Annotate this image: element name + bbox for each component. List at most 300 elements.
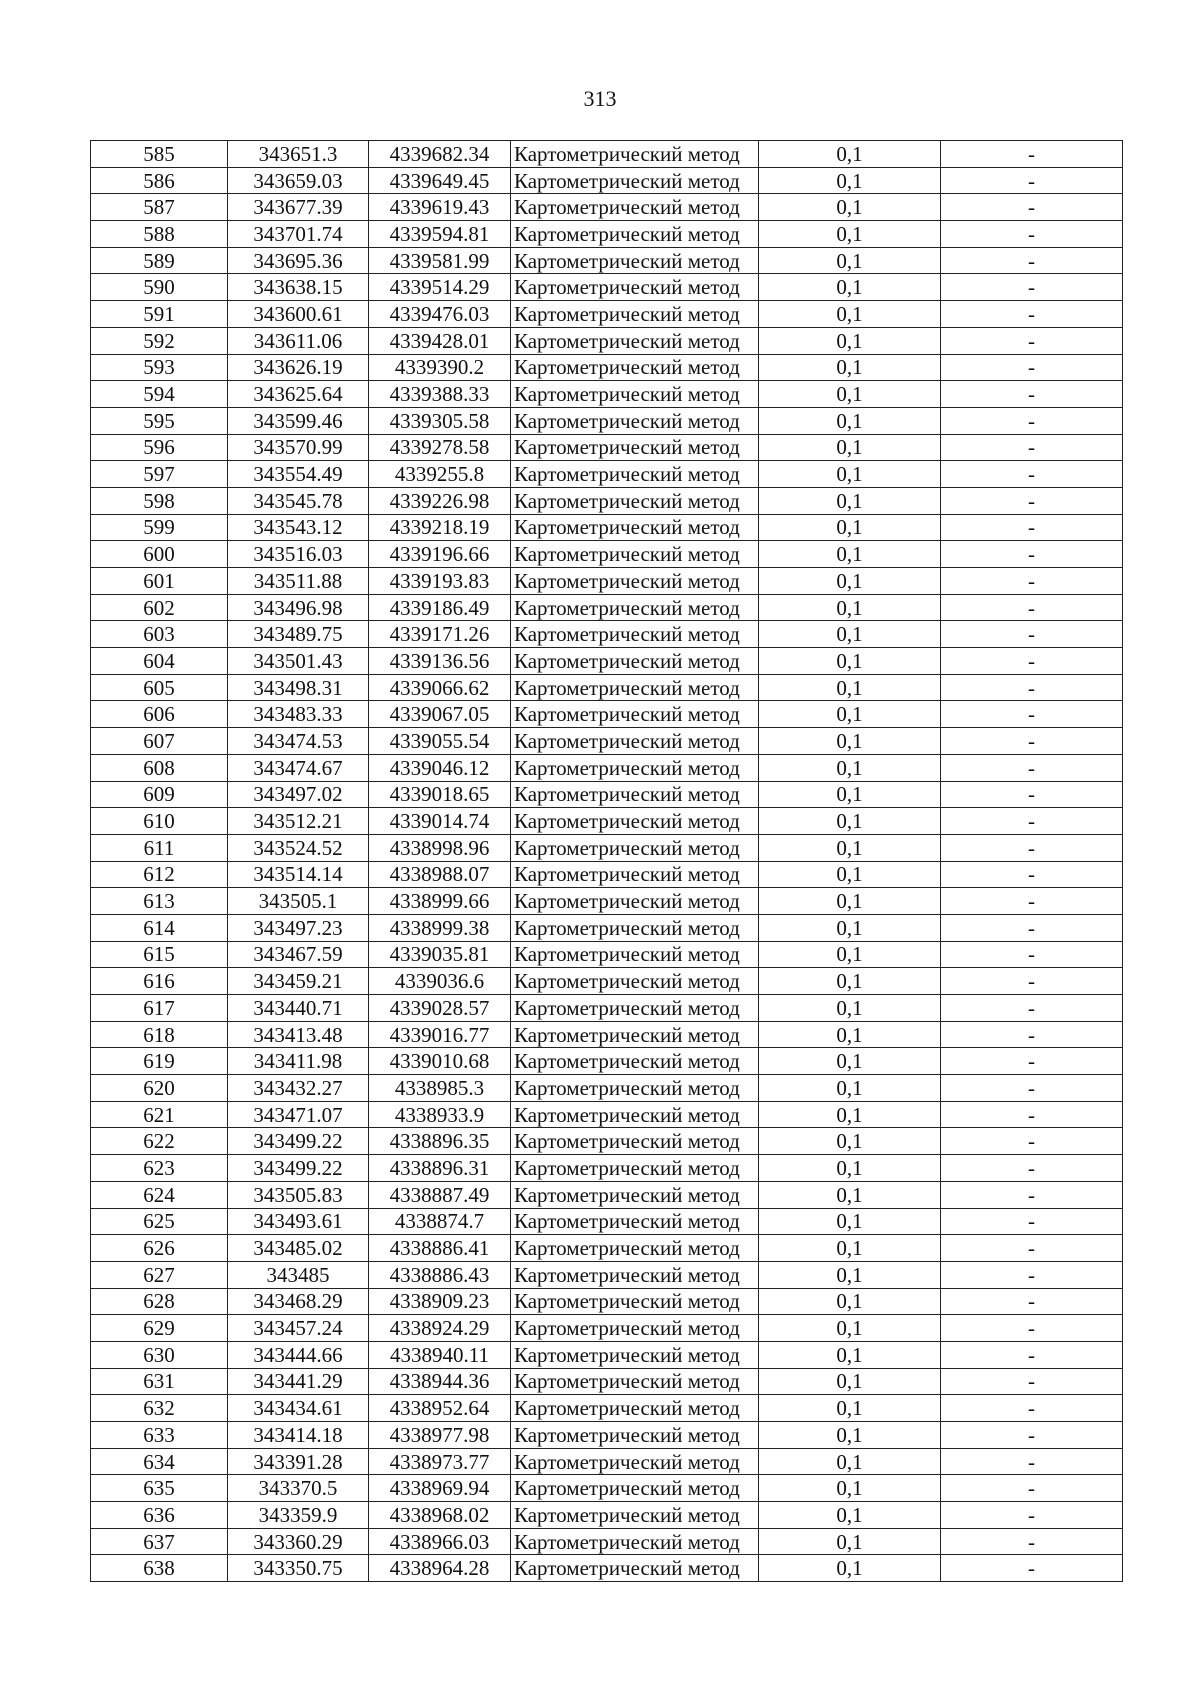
method-cell: Картометрический метод: [511, 1341, 759, 1368]
note-cell: -: [941, 247, 1123, 274]
note-cell: -: [941, 327, 1123, 354]
note-cell: -: [941, 781, 1123, 808]
accuracy-cell: 0,1: [759, 834, 941, 861]
y-coordinate-cell: 4339067.05: [369, 701, 511, 728]
y-coordinate-cell: 4339514.29: [369, 274, 511, 301]
method-cell: Картометрический метод: [511, 1368, 759, 1395]
point-number-cell: 589: [91, 247, 228, 274]
method-cell: Картометрический метод: [511, 1235, 759, 1262]
method-cell: Картометрический метод: [511, 1101, 759, 1128]
x-coordinate-cell: 343414.18: [228, 1422, 369, 1449]
table-row: [91, 968, 1123, 995]
y-coordinate-cell: 4338999.38: [369, 914, 511, 941]
point-number-cell: 593: [91, 354, 228, 381]
table-row: [91, 1315, 1123, 1342]
x-coordinate-cell: 343498.31: [228, 674, 369, 701]
accuracy-cell: 0,1: [759, 221, 941, 248]
point-number-cell: 634: [91, 1448, 228, 1475]
point-number-cell: 602: [91, 594, 228, 621]
y-coordinate-cell: 4339136.56: [369, 648, 511, 675]
method-cell: Картометрический метод: [511, 1261, 759, 1288]
accuracy-cell: 0,1: [759, 621, 941, 648]
accuracy-cell: 0,1: [759, 247, 941, 274]
table-row: [91, 1368, 1123, 1395]
accuracy-cell: 0,1: [759, 487, 941, 514]
accuracy-cell: 0,1: [759, 968, 941, 995]
note-cell: -: [941, 141, 1123, 168]
point-number-cell: 625: [91, 1208, 228, 1235]
accuracy-cell: 0,1: [759, 434, 941, 461]
point-number-cell: 635: [91, 1475, 228, 1502]
note-cell: -: [941, 701, 1123, 728]
accuracy-cell: 0,1: [759, 274, 941, 301]
point-number-cell: 616: [91, 968, 228, 995]
accuracy-cell: 0,1: [759, 674, 941, 701]
accuracy-cell: 0,1: [759, 1528, 941, 1555]
x-coordinate-cell: 343505.83: [228, 1181, 369, 1208]
note-cell: -: [941, 808, 1123, 835]
accuracy-cell: 0,1: [759, 1101, 941, 1128]
table-row: [91, 781, 1123, 808]
table-row: [91, 514, 1123, 541]
method-cell: Картометрический метод: [511, 1075, 759, 1102]
y-coordinate-cell: 4339186.49: [369, 594, 511, 621]
note-cell: -: [941, 968, 1123, 995]
method-cell: Картометрический метод: [511, 434, 759, 461]
note-cell: -: [941, 487, 1123, 514]
method-cell: Картометрический метод: [511, 594, 759, 621]
x-coordinate-cell: 343350.75: [228, 1555, 369, 1582]
accuracy-cell: 0,1: [759, 1288, 941, 1315]
point-number-cell: 629: [91, 1315, 228, 1342]
point-number-cell: 622: [91, 1128, 228, 1155]
accuracy-cell: 0,1: [759, 941, 941, 968]
note-cell: -: [941, 1208, 1123, 1235]
method-cell: Картометрический метод: [511, 1555, 759, 1582]
table-row: [91, 1235, 1123, 1262]
accuracy-cell: 0,1: [759, 1341, 941, 1368]
table-row: [91, 1048, 1123, 1075]
note-cell: -: [941, 381, 1123, 408]
x-coordinate-cell: 343474.53: [228, 728, 369, 755]
x-coordinate-cell: 343497.02: [228, 781, 369, 808]
table-row: [91, 247, 1123, 274]
y-coordinate-cell: 4339226.98: [369, 487, 511, 514]
accuracy-cell: 0,1: [759, 1502, 941, 1529]
note-cell: -: [941, 914, 1123, 941]
point-number-cell: 618: [91, 1021, 228, 1048]
point-number-cell: 592: [91, 327, 228, 354]
note-cell: -: [941, 167, 1123, 194]
y-coordinate-cell: 4338964.28: [369, 1555, 511, 1582]
note-cell: -: [941, 888, 1123, 915]
x-coordinate-cell: 343413.48: [228, 1021, 369, 1048]
point-number-cell: 585: [91, 141, 228, 168]
method-cell: Картометрический метод: [511, 1528, 759, 1555]
note-cell: -: [941, 861, 1123, 888]
point-number-cell: 606: [91, 701, 228, 728]
method-cell: Картометрический метод: [511, 541, 759, 568]
table-row: [91, 354, 1123, 381]
note-cell: -: [941, 301, 1123, 328]
x-coordinate-cell: 343659.03: [228, 167, 369, 194]
coordinates-table: [90, 140, 1123, 1582]
note-cell: -: [941, 514, 1123, 541]
point-number-cell: 624: [91, 1181, 228, 1208]
table-row: [91, 1128, 1123, 1155]
method-cell: Картометрический метод: [511, 1395, 759, 1422]
accuracy-cell: 0,1: [759, 781, 941, 808]
table-row: [91, 407, 1123, 434]
y-coordinate-cell: 4338886.41: [369, 1235, 511, 1262]
point-number-cell: 595: [91, 407, 228, 434]
point-number-cell: 607: [91, 728, 228, 755]
table-row: [91, 1155, 1123, 1182]
y-coordinate-cell: 4339046.12: [369, 754, 511, 781]
method-cell: Картометрический метод: [511, 221, 759, 248]
note-cell: -: [941, 941, 1123, 968]
y-coordinate-cell: 4338924.29: [369, 1315, 511, 1342]
x-coordinate-cell: 343493.61: [228, 1208, 369, 1235]
accuracy-cell: 0,1: [759, 648, 941, 675]
table-row: [91, 1101, 1123, 1128]
table-row: [91, 568, 1123, 595]
note-cell: -: [941, 995, 1123, 1022]
point-number-cell: 586: [91, 167, 228, 194]
point-number-cell: 605: [91, 674, 228, 701]
note-cell: -: [941, 1341, 1123, 1368]
y-coordinate-cell: 4338988.07: [369, 861, 511, 888]
x-coordinate-cell: 343611.06: [228, 327, 369, 354]
table-row: [91, 461, 1123, 488]
y-coordinate-cell: 4339196.66: [369, 541, 511, 568]
table-row: [91, 541, 1123, 568]
x-coordinate-cell: 343483.33: [228, 701, 369, 728]
accuracy-cell: 0,1: [759, 1422, 941, 1449]
y-coordinate-cell: 4339619.43: [369, 194, 511, 221]
x-coordinate-cell: 343411.98: [228, 1048, 369, 1075]
method-cell: Картометрический метод: [511, 1475, 759, 1502]
method-cell: Картометрический метод: [511, 1048, 759, 1075]
method-cell: Картометрический метод: [511, 194, 759, 221]
accuracy-cell: 0,1: [759, 808, 941, 835]
accuracy-cell: 0,1: [759, 1075, 941, 1102]
accuracy-cell: 0,1: [759, 1261, 941, 1288]
page-number: 313: [583, 86, 617, 111]
method-cell: Картометрический метод: [511, 461, 759, 488]
method-cell: Картометрический метод: [511, 301, 759, 328]
x-coordinate-cell: 343516.03: [228, 541, 369, 568]
y-coordinate-cell: 4338969.94: [369, 1475, 511, 1502]
y-coordinate-cell: 4339594.81: [369, 221, 511, 248]
point-number-cell: 623: [91, 1155, 228, 1182]
note-cell: -: [941, 1395, 1123, 1422]
y-coordinate-cell: 4338968.02: [369, 1502, 511, 1529]
x-coordinate-cell: 343543.12: [228, 514, 369, 541]
table-row: [91, 995, 1123, 1022]
point-number-cell: 620: [91, 1075, 228, 1102]
x-coordinate-cell: 343474.67: [228, 754, 369, 781]
method-cell: Картометрический метод: [511, 141, 759, 168]
accuracy-cell: 0,1: [759, 914, 941, 941]
y-coordinate-cell: 4339016.77: [369, 1021, 511, 1048]
point-number-cell: 604: [91, 648, 228, 675]
x-coordinate-cell: 343701.74: [228, 221, 369, 248]
table-row: [91, 327, 1123, 354]
x-coordinate-cell: 343651.3: [228, 141, 369, 168]
accuracy-cell: 0,1: [759, 167, 941, 194]
method-cell: Картометрический метод: [511, 888, 759, 915]
note-cell: -: [941, 1048, 1123, 1075]
table-row: [91, 1395, 1123, 1422]
table-row: [91, 754, 1123, 781]
x-coordinate-cell: 343501.43: [228, 648, 369, 675]
point-number-cell: 599: [91, 514, 228, 541]
accuracy-cell: 0,1: [759, 1448, 941, 1475]
x-coordinate-cell: 343370.5: [228, 1475, 369, 1502]
y-coordinate-cell: 4339035.81: [369, 941, 511, 968]
note-cell: -: [941, 621, 1123, 648]
accuracy-cell: 0,1: [759, 1395, 941, 1422]
accuracy-cell: 0,1: [759, 1368, 941, 1395]
method-cell: Картометрический метод: [511, 381, 759, 408]
method-cell: Картометрический метод: [511, 914, 759, 941]
method-cell: Картометрический метод: [511, 487, 759, 514]
table-row: [91, 1288, 1123, 1315]
x-coordinate-cell: 343600.61: [228, 301, 369, 328]
x-coordinate-cell: 343505.1: [228, 888, 369, 915]
method-cell: Картометрический метод: [511, 1021, 759, 1048]
note-cell: -: [941, 194, 1123, 221]
accuracy-cell: 0,1: [759, 407, 941, 434]
method-cell: Картометрический метод: [511, 781, 759, 808]
x-coordinate-cell: 343511.88: [228, 568, 369, 595]
note-cell: -: [941, 1021, 1123, 1048]
point-number-cell: 621: [91, 1101, 228, 1128]
note-cell: -: [941, 1075, 1123, 1102]
x-coordinate-cell: 343638.15: [228, 274, 369, 301]
table-row: [91, 1555, 1123, 1582]
y-coordinate-cell: 4339476.03: [369, 301, 511, 328]
table-row: [91, 167, 1123, 194]
table-row: [91, 834, 1123, 861]
table-row: [91, 888, 1123, 915]
accuracy-cell: 0,1: [759, 1181, 941, 1208]
method-cell: Картометрический метод: [511, 968, 759, 995]
y-coordinate-cell: 4338998.96: [369, 834, 511, 861]
y-coordinate-cell: 4338874.7: [369, 1208, 511, 1235]
method-cell: Картометрический метод: [511, 1448, 759, 1475]
x-coordinate-cell: 343677.39: [228, 194, 369, 221]
y-coordinate-cell: 4338999.66: [369, 888, 511, 915]
note-cell: -: [941, 434, 1123, 461]
note-cell: -: [941, 274, 1123, 301]
method-cell: Картометрический метод: [511, 861, 759, 888]
point-number-cell: 626: [91, 1235, 228, 1262]
note-cell: -: [941, 754, 1123, 781]
table-row: [91, 1502, 1123, 1529]
method-cell: Картометрический метод: [511, 808, 759, 835]
table-row: [91, 1261, 1123, 1288]
point-number-cell: 588: [91, 221, 228, 248]
x-coordinate-cell: 343440.71: [228, 995, 369, 1022]
note-cell: -: [941, 221, 1123, 248]
accuracy-cell: 0,1: [759, 141, 941, 168]
note-cell: -: [941, 1155, 1123, 1182]
method-cell: Картометрический метод: [511, 514, 759, 541]
table-row: [91, 1181, 1123, 1208]
point-number-cell: 598: [91, 487, 228, 514]
accuracy-cell: 0,1: [759, 1235, 941, 1262]
y-coordinate-cell: 4339028.57: [369, 995, 511, 1022]
method-cell: Картометрический метод: [511, 1502, 759, 1529]
x-coordinate-cell: 343499.22: [228, 1128, 369, 1155]
method-cell: Картометрический метод: [511, 834, 759, 861]
x-coordinate-cell: 343599.46: [228, 407, 369, 434]
y-coordinate-cell: 4338985.3: [369, 1075, 511, 1102]
point-number-cell: 637: [91, 1528, 228, 1555]
method-cell: Картометрический метод: [511, 701, 759, 728]
x-coordinate-cell: 343359.9: [228, 1502, 369, 1529]
note-cell: -: [941, 1502, 1123, 1529]
note-cell: -: [941, 1422, 1123, 1449]
method-cell: Картометрический метод: [511, 754, 759, 781]
table-row: [91, 861, 1123, 888]
y-coordinate-cell: 4339218.19: [369, 514, 511, 541]
accuracy-cell: 0,1: [759, 861, 941, 888]
point-number-cell: 615: [91, 941, 228, 968]
x-coordinate-cell: 343489.75: [228, 621, 369, 648]
point-number-cell: 630: [91, 1341, 228, 1368]
x-coordinate-cell: 343485: [228, 1261, 369, 1288]
point-number-cell: 619: [91, 1048, 228, 1075]
point-number-cell: 613: [91, 888, 228, 915]
accuracy-cell: 0,1: [759, 1021, 941, 1048]
y-coordinate-cell: 4338896.31: [369, 1155, 511, 1182]
y-coordinate-cell: 4339010.68: [369, 1048, 511, 1075]
accuracy-cell: 0,1: [759, 594, 941, 621]
point-number-cell: 591: [91, 301, 228, 328]
point-number-cell: 590: [91, 274, 228, 301]
method-cell: Картометрический метод: [511, 728, 759, 755]
y-coordinate-cell: 4339682.34: [369, 141, 511, 168]
note-cell: -: [941, 594, 1123, 621]
y-coordinate-cell: 4338909.23: [369, 1288, 511, 1315]
note-cell: -: [941, 1555, 1123, 1582]
table-row: [91, 808, 1123, 835]
x-coordinate-cell: 343625.64: [228, 381, 369, 408]
accuracy-cell: 0,1: [759, 995, 941, 1022]
method-cell: Картометрический метод: [511, 648, 759, 675]
y-coordinate-cell: 4339255.8: [369, 461, 511, 488]
accuracy-cell: 0,1: [759, 541, 941, 568]
y-coordinate-cell: 4339581.99: [369, 247, 511, 274]
table-row: [91, 434, 1123, 461]
point-number-cell: 627: [91, 1261, 228, 1288]
note-cell: -: [941, 728, 1123, 755]
note-cell: -: [941, 1181, 1123, 1208]
accuracy-cell: 0,1: [759, 1475, 941, 1502]
y-coordinate-cell: 4339305.58: [369, 407, 511, 434]
accuracy-cell: 0,1: [759, 461, 941, 488]
point-number-cell: 587: [91, 194, 228, 221]
point-number-cell: 608: [91, 754, 228, 781]
table-row: [91, 274, 1123, 301]
table-row: [91, 1341, 1123, 1368]
note-cell: -: [941, 834, 1123, 861]
point-number-cell: 600: [91, 541, 228, 568]
x-coordinate-cell: 343570.99: [228, 434, 369, 461]
x-coordinate-cell: 343496.98: [228, 594, 369, 621]
method-cell: Картометрический метод: [511, 1155, 759, 1182]
x-coordinate-cell: 343457.24: [228, 1315, 369, 1342]
method-cell: Картометрический метод: [511, 327, 759, 354]
note-cell: -: [941, 648, 1123, 675]
accuracy-cell: 0,1: [759, 754, 941, 781]
point-number-cell: 603: [91, 621, 228, 648]
table-row: [91, 487, 1123, 514]
accuracy-cell: 0,1: [759, 701, 941, 728]
method-cell: Картометрический метод: [511, 354, 759, 381]
table-row: [91, 1021, 1123, 1048]
method-cell: Картометрический метод: [511, 1288, 759, 1315]
table-row: [91, 301, 1123, 328]
x-coordinate-cell: 343497.23: [228, 914, 369, 941]
x-coordinate-cell: 343360.29: [228, 1528, 369, 1555]
table-row: [91, 701, 1123, 728]
accuracy-cell: 0,1: [759, 1555, 941, 1582]
y-coordinate-cell: 4338966.03: [369, 1528, 511, 1555]
point-number-cell: 596: [91, 434, 228, 461]
note-cell: -: [941, 1475, 1123, 1502]
note-cell: -: [941, 1288, 1123, 1315]
accuracy-cell: 0,1: [759, 568, 941, 595]
y-coordinate-cell: 4338977.98: [369, 1422, 511, 1449]
note-cell: -: [941, 1528, 1123, 1555]
table-row: [91, 914, 1123, 941]
table-row: [91, 141, 1123, 168]
table-row: [91, 941, 1123, 968]
note-cell: -: [941, 541, 1123, 568]
point-number-cell: 601: [91, 568, 228, 595]
coordinates-table-body: [91, 141, 1123, 1582]
x-coordinate-cell: 343524.52: [228, 834, 369, 861]
note-cell: -: [941, 674, 1123, 701]
point-number-cell: 638: [91, 1555, 228, 1582]
point-number-cell: 633: [91, 1422, 228, 1449]
note-cell: -: [941, 1128, 1123, 1155]
table-row: [91, 221, 1123, 248]
y-coordinate-cell: 4339171.26: [369, 621, 511, 648]
y-coordinate-cell: 4338973.77: [369, 1448, 511, 1475]
point-number-cell: 636: [91, 1502, 228, 1529]
table-row: [91, 1422, 1123, 1449]
y-coordinate-cell: 4338886.43: [369, 1261, 511, 1288]
table-row: [91, 1448, 1123, 1475]
note-cell: -: [941, 1315, 1123, 1342]
x-coordinate-cell: 343468.29: [228, 1288, 369, 1315]
y-coordinate-cell: 4338940.11: [369, 1341, 511, 1368]
note-cell: -: [941, 1261, 1123, 1288]
x-coordinate-cell: 343471.07: [228, 1101, 369, 1128]
x-coordinate-cell: 343441.29: [228, 1368, 369, 1395]
table-row: [91, 1075, 1123, 1102]
method-cell: Картометрический метод: [511, 1315, 759, 1342]
point-number-cell: 610: [91, 808, 228, 835]
accuracy-cell: 0,1: [759, 194, 941, 221]
y-coordinate-cell: 4339036.6: [369, 968, 511, 995]
method-cell: Картометрический метод: [511, 995, 759, 1022]
